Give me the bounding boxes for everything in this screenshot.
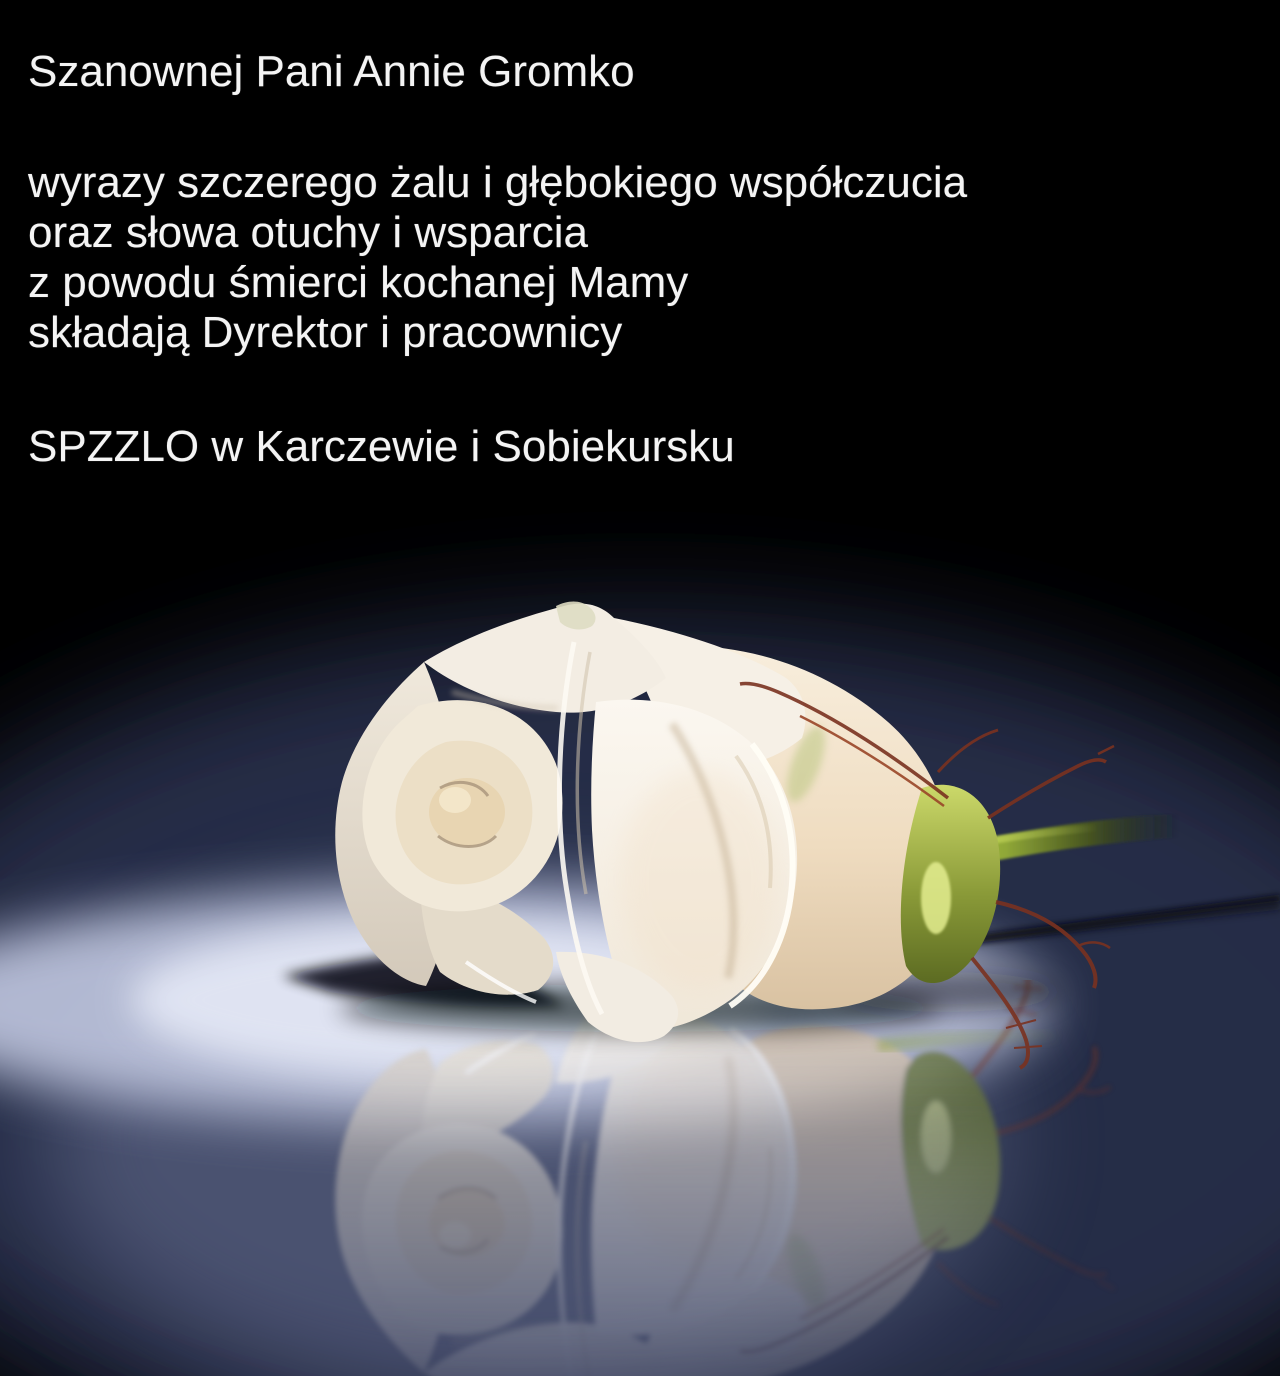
message-line: wyrazy szczerego żalu i głębokiego współczucia bbox=[28, 158, 968, 207]
condolence-message bbox=[28, 158, 967, 358]
recipient-line: Szanownej Pani Annie Gromko bbox=[28, 47, 635, 96]
message-line: składają Dyrektor i pracownicy bbox=[28, 308, 623, 357]
message-line: z powodu śmierci kochanej Mamy bbox=[28, 258, 689, 307]
signature-line: SPZZLO w Karczewie i Sobiekursku bbox=[28, 422, 735, 471]
message-line: oraz słowa otuchy i wsparcia bbox=[28, 208, 589, 257]
